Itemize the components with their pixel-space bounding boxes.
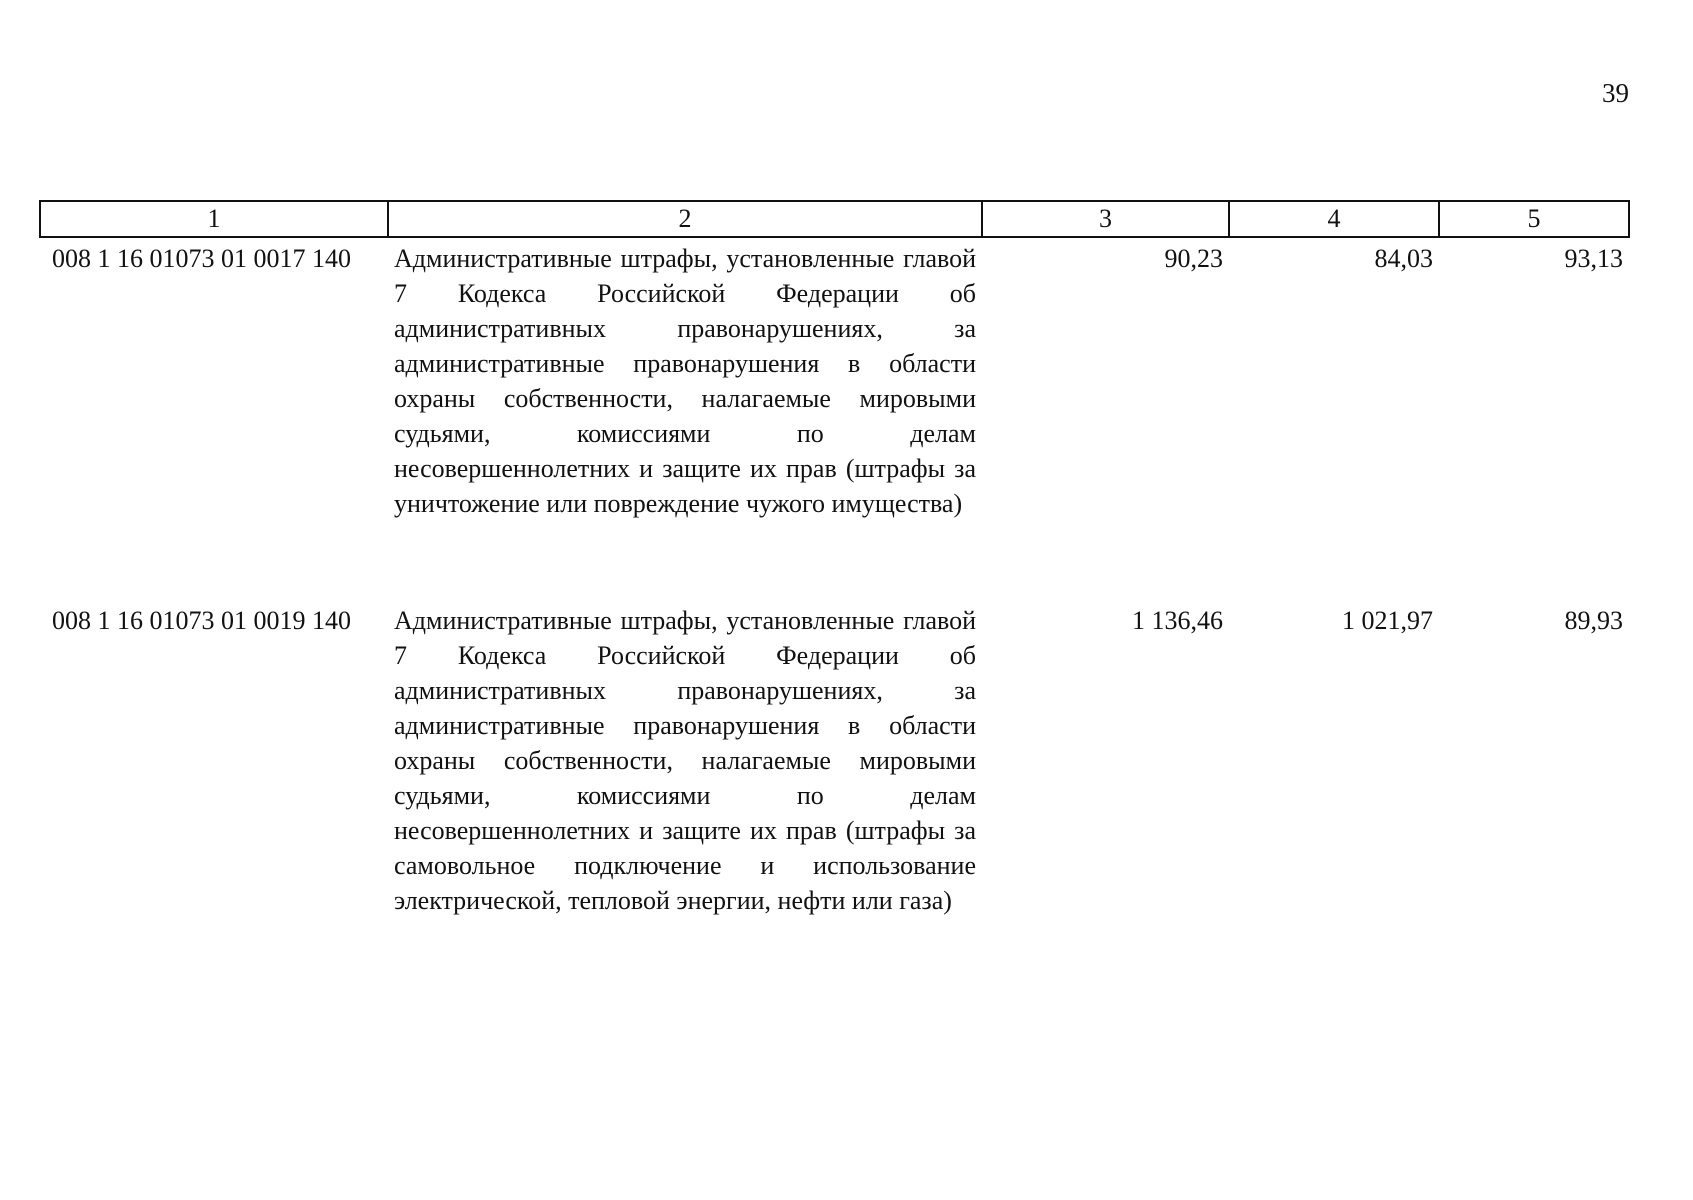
value-col-4: 1 021,97 [1342, 606, 1433, 635]
item-description: Административные штрафы, установленные главой 7 Кодекса Российской Федерации об административных правонарушениях, за административные правонарушения в области охраны собственности, налагаемые мировыми судьями, комиссиями по делам несовершеннолетних и защите их прав (штрафы за самовольное подключение и использование электрической, тепловой энергии, нефти или газа) [394, 606, 976, 915]
header-col-4: 4 [1229, 201, 1439, 237]
page-number: 39 [1602, 78, 1629, 108]
header-col-2: 2 [388, 201, 982, 237]
value-col-5: 93,13 [1564, 244, 1623, 273]
table-row [40, 237, 1629, 603]
header-row [40, 201, 1629, 237]
budget-table [39, 200, 1630, 963]
item-description: Административные штрафы, установленные главой 7 Кодекса Российской Федерации об административных правонарушениях, за административные правонарушения в области охраны собственности, налагаемые мировыми судьями, комиссиями по делам несовершеннолетних и защите их прав (штрафы за уничтожение или повреждение чужого имущества) [394, 244, 976, 518]
table-header [40, 201, 1629, 237]
value-col-5: 89,93 [1564, 606, 1623, 635]
header-col-5: 5 [1439, 201, 1629, 237]
table-body [40, 237, 1629, 963]
header-col-3: 3 [982, 201, 1229, 237]
budget-code: 008 1 16 01073 01 0019 140 [52, 606, 351, 635]
value-col-3: 1 136,46 [1132, 606, 1223, 635]
table-row [40, 603, 1629, 963]
header-col-1: 1 [40, 201, 388, 237]
value-col-4: 84,03 [1374, 244, 1433, 273]
budget-code: 008 1 16 01073 01 0017 140 [52, 244, 351, 273]
value-col-3: 90,23 [1164, 244, 1223, 273]
